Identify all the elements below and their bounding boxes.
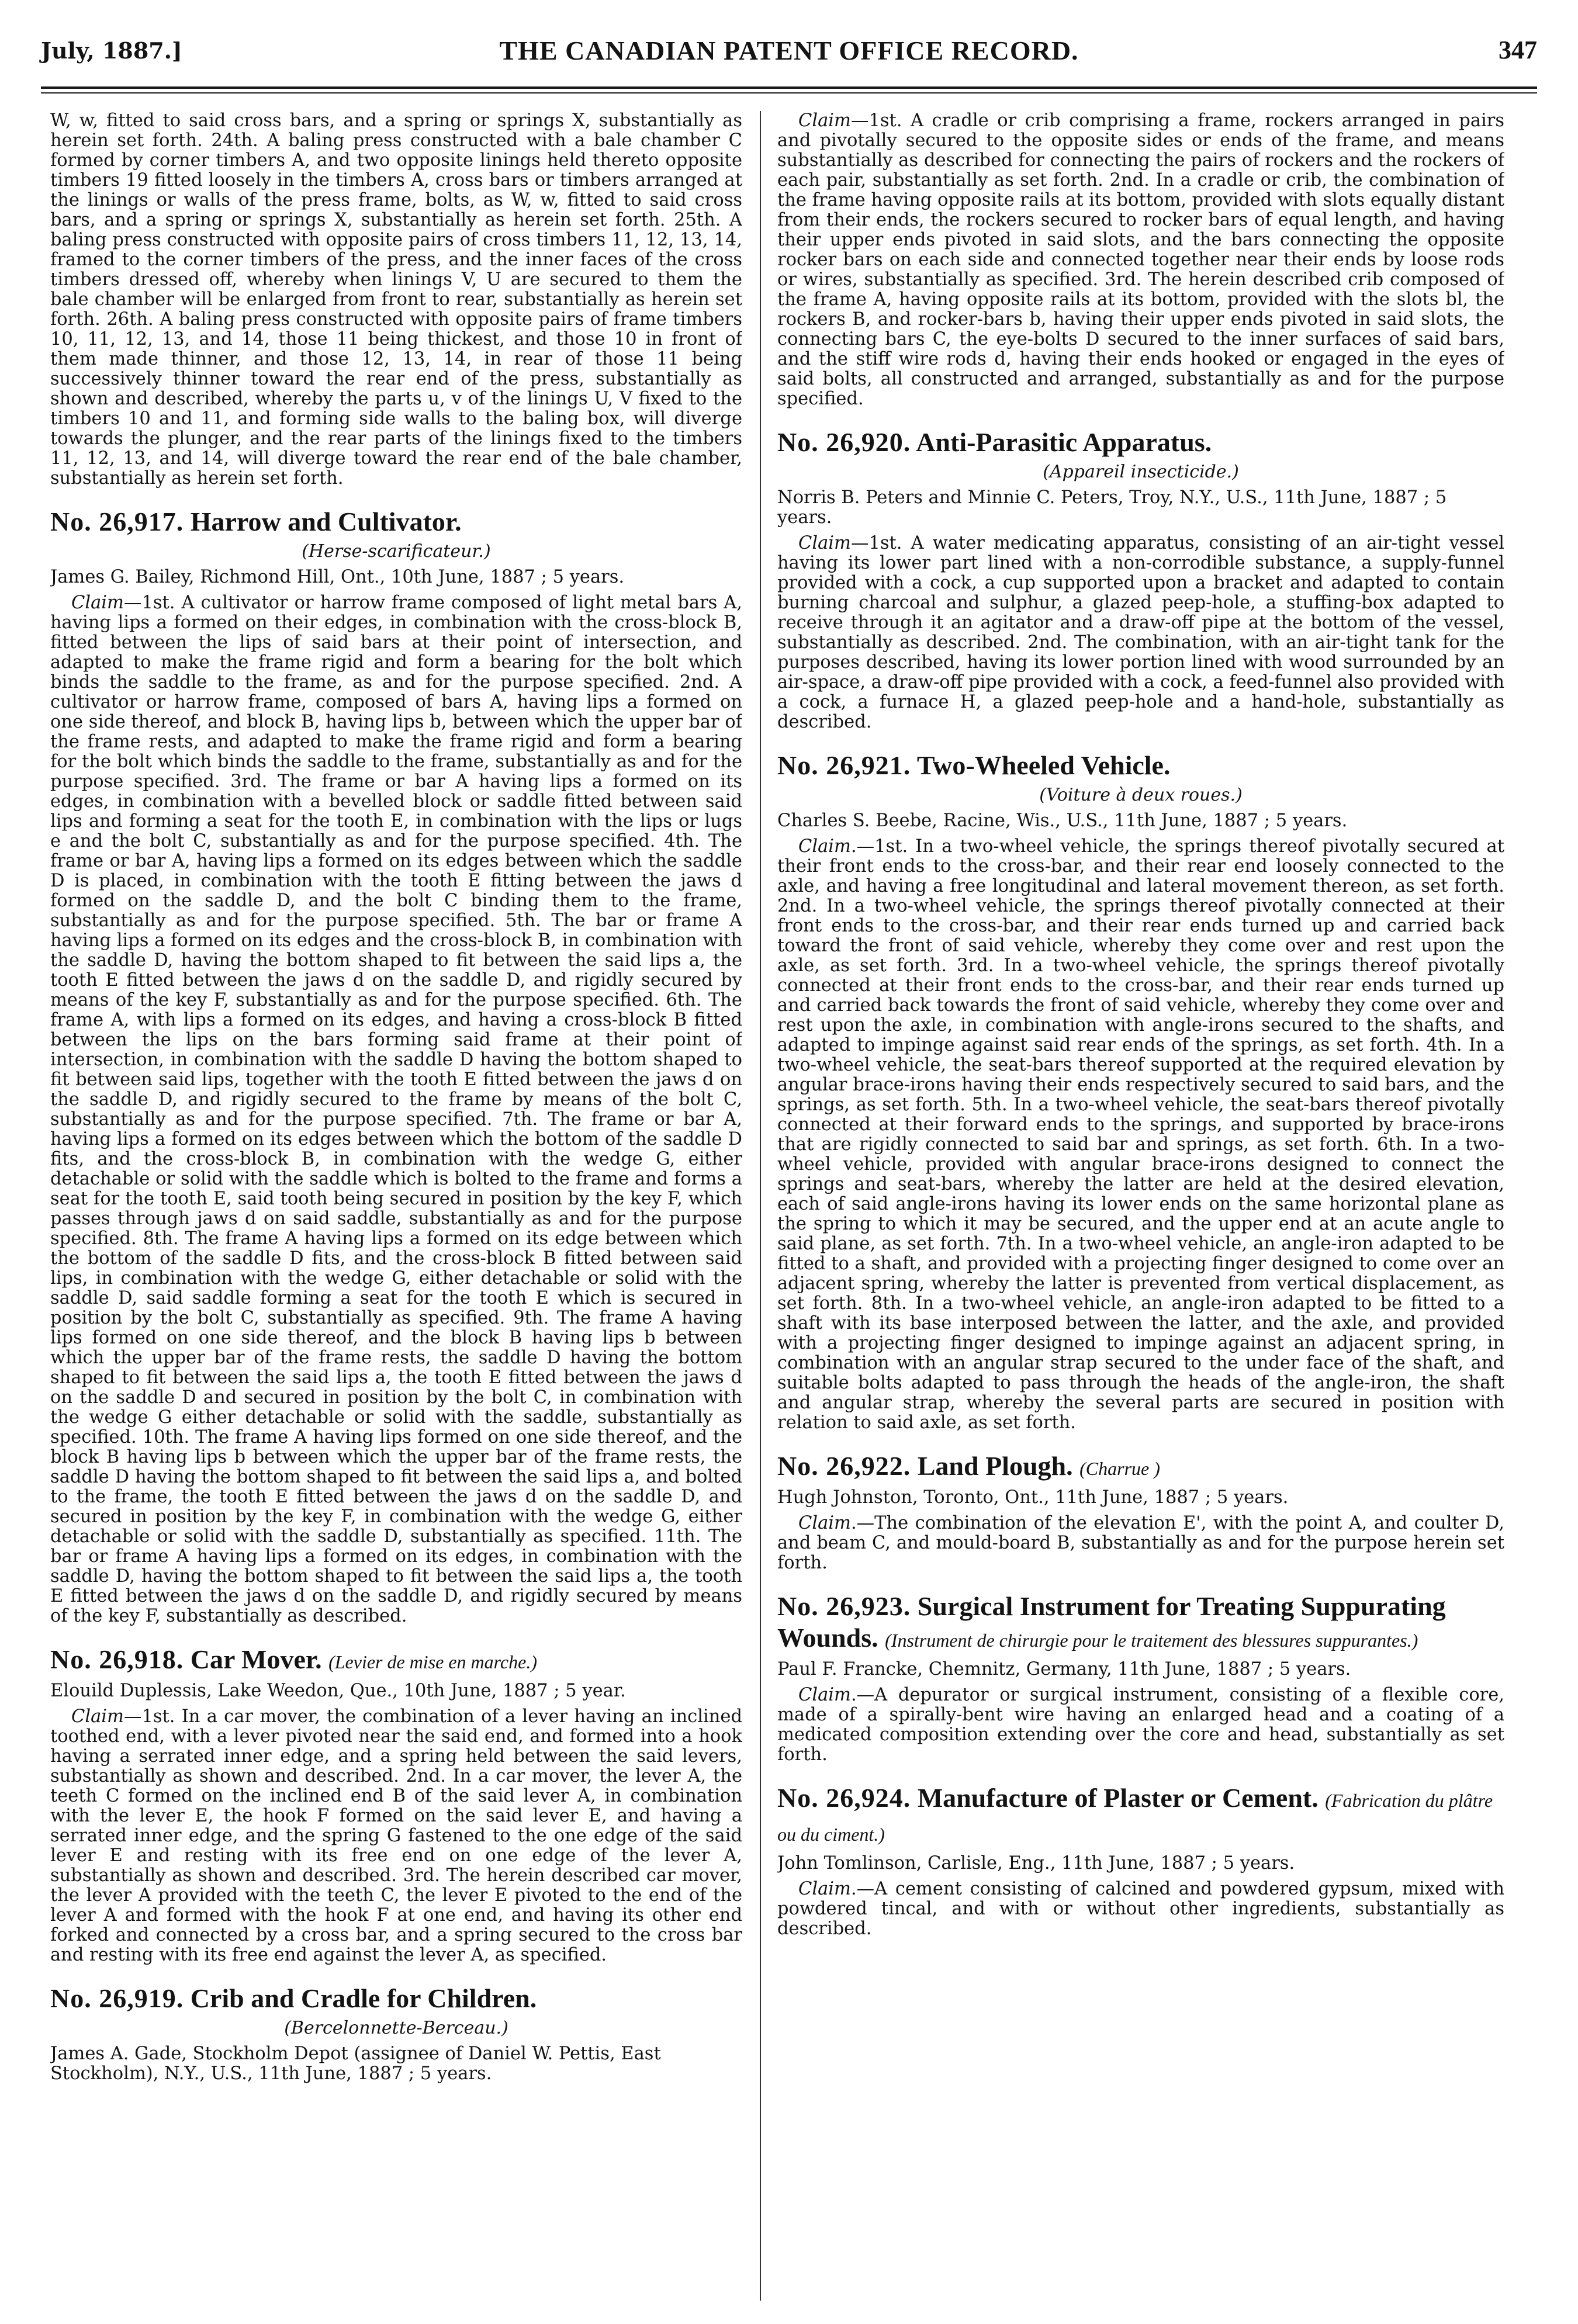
continued-claim-text: W, w, fitted to said cross bars, and a spring or springs X, substantially as herein set forth. 24th. A baling press constructed with a bale chamber C formed by corner timbers A, and two opposite linings held thereto opposite timbers 19 fitted loosely in the timbers A, cross bars or timbers arranged at the linings or walls of the press frame, bolts, as W, w, fitted to said cross bars, and a spring or springs X, substantially as herein set forth. 25th. A baling press constructed with opposite pairs of cross timbers 11, 12, 13, 14, framed to the corner timbers of the press, and the inner faces of the cross timbers dressed off, whereby when linings V, U are secured to them the bale chamber will be enlarged from front to rear, substantially as herein set forth. 26th. A baling press constructed with opposite pairs of frame timbers 10, 11, 12, 13, and 14, those 11 being thickest, and those 10 in front of them made thinner, and those 12, 13, 14, in rear of those 11 being successively thinner toward the rear end of the press, substantially as shown and described, whereby the parts u, v of the linings U, V fixed to the timbers 10 and 11, and forming side walls to the baling box, will diverge towards the plunger, and the rear parts of the linings fixed to the timbers 11, 12, 13, and 14, will diverge toward the rear end of the bale chamber, substantially as herein set forth.: [50, 111, 742, 489]
patent-number: No. 26,923.: [777, 1591, 911, 1621]
patent-number: No. 26,917.: [50, 507, 184, 536]
patent-heading-26924: [777, 1782, 1504, 1850]
header-rule-thin: [41, 92, 1537, 93]
claim-text: .—A cement consisting of calcined and powdered gypsum, mixed with powdered tincal, and with or without other ingredients, substantially as described.: [777, 1879, 1504, 1939]
patent-french-title: (Instrument de chirurgie pour le traitement des blessures suppurantes.): [885, 1630, 1418, 1651]
patent-claim: [777, 1879, 1504, 1939]
claim-label: Claim: [71, 593, 124, 613]
left-column: [50, 111, 742, 2301]
patent-applicant: James A. Gade, Stockholm Depot (assignee of Daniel W. Pettis, East Stockholm), N.Y., U.S., 11th June, 1887 ; 5 years.: [50, 2044, 661, 2084]
claim-text: .—A depurator or surgical instrument, consisting of a flexible core, made of a spirally-bent wire having an enlarged head and a coating of a medicated composition extending over the core and head, substantially as set forth.: [777, 1685, 1504, 1765]
patent-claim: [777, 837, 1504, 1433]
patent-number: No. 26,921.: [777, 750, 911, 780]
patent-heading-26920: [777, 427, 1504, 458]
patent-french-title: (Voiture à deux roues.): [1039, 785, 1243, 805]
claim-text: —1st. A water medicating apparatus, consisting of an air-tight vessel having its lower part lined with a non-corrodible substance, a supply-funnel provided with a cock, a cup supported upon a bracket and adapted to contain burning charcoal and sulphur, a glazed peep-hole, a stuffing-box adapted to receive through it an agitator and a draw-off pipe at the bottom of the vessel, substantially as described. 2nd. The combination, with an air-tight tank for the purposes described, having its lower portion lined with wood surrounded by an air-space, a draw-off pipe provided with a cock, a feed-funnel also provided with a cock, a furnace H, a glazed peep-hole and a hand-hole, substantially as described.: [777, 533, 1504, 732]
patent-claim: [777, 1685, 1504, 1765]
patent-title: Car Mover.: [190, 1644, 322, 1674]
patent-heading-26919: [50, 1983, 742, 2014]
claim-label: Claim: [798, 1879, 851, 1899]
patent-heading-26923: [777, 1591, 1504, 1656]
patent-applicant: Charles S. Beebe, Racine, Wis., U.S., 11th June, 1887 ; 5 years.: [777, 811, 1348, 831]
patent-heading-26917: [50, 506, 742, 538]
patent-number: No. 26,920.: [777, 427, 911, 457]
patent-claim: [777, 1513, 1504, 1573]
claim-text: .—1st. In a two-wheel vehicle, the springs thereof pivotally secured at their front ends to the cross-bar, and their rear end loosely connected to the axle, and having a free longitudinal and lateral movement thereon, as set forth. 2nd. In a two-wheel vehicle, the springs thereof pivotally connected at their front ends to the cross-bar, and their rear ends turned up and carried back toward the front of said vehicle, whereby they come over and rest upon the axle, as set forth. 3rd. In a two-wheel vehicle, the springs thereof pivotally connected at their front ends to the cross-bar, and their rear ends turned up and carried back towards the front of said vehicle, whereby they come over and rest upon the axle, in combination with angle-irons secured to the shafts, and adapted to impinge against said rear ends of the springs, as set forth. 4th. In a two-wheel vehicle, the seat-bars thereof supported at the required elevation by angular brace-irons having their ends respectively secured to said bars, and the springs, as set forth. 5th. In a two-wheel vehicle, the seat-bars thereof pivotally connected at their forward ends to the springs, and supported by brace-irons that are rigidly connected to said bar and springs, as set forth. 6th. In a two-wheel vehicle, provided with angular brace-irons designed to connect the springs and seat-bars, whereby the latter are held at the desired elevation, each of said angle-irons having its lower ends on the same horizontal plane as the spring to which it may be secured, and the upper end at an acute angle to said plane, as set forth. 7th. In a two-wheel vehicle, an angle-iron adapted to be fitted to a shaft, and provided with a projecting finger designed to come over an adjacent spring, whereby the latter is prevented from vertical displacement, as set forth. 8th. In a two-wheel vehicle, an angle-iron adapted to be fitted to a shaft with its base interposed between the latter, and the axle, and provided with a projecting finger designed to impinge against an adjacent spring, in combination with an angular strap secured to the under face of the shaft, and suitable bolts adapted to pass through the heads of the angle-iron, the shaft and angular strap, whereby the several parts are secured in position with relation to said axle, as set forth.: [777, 836, 1504, 1433]
patent-heading-26922: [777, 1450, 1504, 1484]
claim-text: —1st. A cradle or crib comprising a frame, rockers arranged in pairs and pivotally secured to the opposite sides or ends of the frame, and means substantially as described for connecting the pairs of rockers and the rockers of each pair, substantially as set forth. 2nd. In a cradle or crib, the combination of the frame having opposite rails at its bottom, provided with slots equally distant from their ends, the rockers secured to rocker bars of equal length, and having their upper ends pivoted in said slots, and the bars connecting the opposite rocker bars on each side and connected together near their ends by loose rods or wires, substantially as specified. 3rd. The herein described crib composed of the frame A, having opposite rails at its bottom, provided with the slots bl, the rockers B, and rocker-bars b, having their upper ends pivoted in said slots, the connecting bars C, the eye-bolts D secured to the inner surfaces of said bars, and the stiff wire rods d, having their ends hooked or engaged in the eyes of said bolts, all constructed and arranged, substantially as and for the purpose specified.: [777, 111, 1504, 409]
patent-applicant: James G. Bailey, Richmond Hill, Ont., 10th June, 1887 ; 5 years.: [50, 567, 625, 587]
patent-french-title: (Charrue ): [1079, 1458, 1160, 1479]
claim-label: Claim: [71, 1706, 124, 1727]
patent-title: Harrow and Cultivator.: [190, 507, 462, 536]
claim-label: Claim: [798, 1513, 851, 1533]
patent-french-title: (Bercelonnette-Berceau.): [284, 2018, 508, 2038]
patent-applicant: John Tomlinson, Carlisle, Eng., 11th June, 1887 ; 5 years.: [777, 1853, 1295, 1873]
right-column: [777, 111, 1504, 2301]
claim-text: .—The combination of the elevation E', with the point A, and coulter D, and beam C, and mould-board B, substantially as and for the purpose herein set forth.: [777, 1513, 1504, 1573]
patent-heading-26921: [777, 750, 1504, 781]
page-number: 347: [1499, 36, 1537, 64]
patent-applicant: Paul F. Francke, Chemnitz, Germany, 11th June, 1887 ; 5 years.: [777, 1659, 1351, 1679]
patent-applicant: Elouild Duplessis, Lake Weedon, Que., 10th June, 1887 ; 5 year.: [50, 1681, 626, 1701]
patent-french-title: (Appareil insecticide.): [1043, 462, 1239, 482]
claim-text: —1st. A cultivator or harrow frame composed of light metal bars A, having lips a formed on their edges, in combination with the cross-block B, fitted between the lips of said bars at their point of intersection, and adapted to make the frame rigid and form a bearing for the bolt which binds the saddle to the frame, as and for the purpose specified. 2nd. A cultivator or harrow frame, composed of bars A, having lips a formed on one side thereof, and block B, having lips b, between which the upper bar of the frame rests, and adapted to make the frame rigid and form a bearing for the bolt which binds the saddle to the frame, substantially as and for the purpose specified. 3rd. The frame or bar A having lips a formed on its edges, in combination with a bevelled block or saddle fitted between said lips and forming a seat for the tooth E, in combination with the lips or lugs e and the bolt C, substantially as and for the purpose specified. 4th. The frame or bar A, having lips a formed on its edges between which the saddle D is placed, in combination with the tooth E fitting between the jaws d formed on the saddle D, and the bolt C binding them to the frame, substantially as and for the purpose specified. 5th. The bar or frame A having lips a formed on its edges and the cross-block B, in combination with the saddle D, having the bottom shaped to fit between the said lips a, the tooth E fitted between the jaws d on the saddle D, and rigidly secured by means of the key F, substantially as and for the purpose specified. 6th. The frame A, with lips a formed on its edges, and having a cross-block B fitted between the lips on the bars forming said frame at their point of intersection, in combination with the saddle D having the bottom shaped to fit between said lips, together with the tooth E fitted between the jaws d on the saddle D, and rigidly secured to the frame by means of the bolt C, substantially as and for the purpose specified. 7th. The frame or bar A, having lips a formed on its edges between which the bottom of the saddle D fits, and the cross-block B, in combination with the wedge G, either detachable or solid with the saddle which is bolted to the frame and forms a seat for the tooth E, said tooth being secured in position by the key F, which passes through jaws d on said saddle, substantially as and for the purpose specified. 8th. The frame A having lips a formed on its edge between which the bottom of the saddle D fits, and the cross-block B fitted between said lips, in combination with the wedge G, either detachable or solid with the saddle D, said saddle forming a seat for the tooth E which is secured in position by the bolt C, substantially as specified. 9th. The frame A having lips formed on one side thereof, and the block B having lips b between which the upper bar of the frame rests, the saddle D having the bottom shaped to fit between the said lips a, the tooth E fitted between the jaws d on the saddle D and secured in position by the bolt C, in combination with the wedge G either detachable or solid with the saddle, substantially as specified. 10th. The frame A having lips formed on one side thereof, and the block B having lips b between which the upper bar of the frame rests, the saddle D having the bottom shaped to fit between the said lips a, and bolted to the frame, the tooth E fitted between the jaws d on the saddle D, and secured in position by the key F, in combination with the wedge G, either detachable or solid with the saddle D, substantially as specified. 11th. The bar or frame A having lips a formed on its edges, in combination with the saddle D, having the bottom shaped to fit between the said lips a, the tooth E fitted between the jaws d on the saddle D, and rigidly secured by means of the key F, substantially as described.: [50, 593, 742, 1626]
patent-title: Surgical Instrument for Treating Suppurating Wounds.: [777, 1591, 1446, 1653]
patent-claim: [50, 1707, 742, 1965]
patent-heading-26918: [50, 1644, 742, 1678]
patent-title: Two-Wheeled Vehicle.: [916, 750, 1171, 780]
page-header: [41, 30, 1537, 71]
patent-number: No. 26,922.: [777, 1451, 911, 1481]
claim-label: Claim: [798, 111, 851, 131]
claim-label: Claim: [798, 533, 851, 553]
patent-claim: [777, 534, 1504, 732]
patent-applicant: Norris B. Peters and Minnie C. Peters, Troy, N.Y., U.S., 11th June, 1887 ; 5 years.: [777, 487, 1447, 528]
column-divider: [760, 111, 761, 2301]
patent-french-title: (Fabrication du plâtre ou du ciment.): [777, 1790, 1493, 1845]
patent-title: Crib and Cradle for Children.: [190, 1983, 537, 2013]
patent-claim: [50, 593, 742, 1626]
claim-label: Claim: [798, 1685, 851, 1705]
patent-title: Anti-Parasitic Apparatus.: [916, 427, 1212, 457]
claim-text: —1st. In a car mover, the combination of a lever having an inclined toothed end, with a lever pivoted near the said end, and formed into a hook having a serrated inner edge, and a spring held between the said levers, substantially as shown and described. 2nd. In a car mover, the lever A, the teeth C formed on the inclined end B of the said lever A, in combination with the lever E, the hook F formed on the said lever E, and having a serrated inner edge, and the spring G fastened to the one edge of the said lever E and resting with its free end on one edge of the lever A, substantially as shown and described. 3rd. The herein described car mover, the lever A provided with the teeth C, the lever E pivoted to the end of the lever A and formed with the hook F at one end, and having its other end forked and connected by a cross bar, and a spring secured to the cross bar and resting with its free end against the lever A, as specified.: [50, 1706, 742, 1965]
header-rule-thick: [41, 86, 1537, 89]
patent-title: Manufacture of Plaster or Cement.: [917, 1783, 1319, 1813]
patent-number: No. 26,918.: [50, 1644, 184, 1674]
patent-applicant: Hugh Johnston, Toronto, Ont., 11th June, 1887 ; 5 years.: [777, 1487, 1289, 1508]
patent-french-title: (Levier de mise en marche.): [328, 1651, 537, 1672]
patent-number: No. 26,919.: [50, 1983, 184, 2013]
patent-claim: [777, 111, 1504, 409]
patent-title: Land Plough.: [917, 1451, 1073, 1481]
claim-label: Claim: [798, 836, 851, 857]
patent-french-title: (Herse-scarificateur.): [302, 541, 491, 562]
issue-date: July, 1887.]: [41, 37, 182, 64]
publication-title: THE CANADIAN PATENT OFFICE RECORD.: [499, 36, 1079, 65]
patent-number: No. 26,924.: [777, 1783, 911, 1813]
